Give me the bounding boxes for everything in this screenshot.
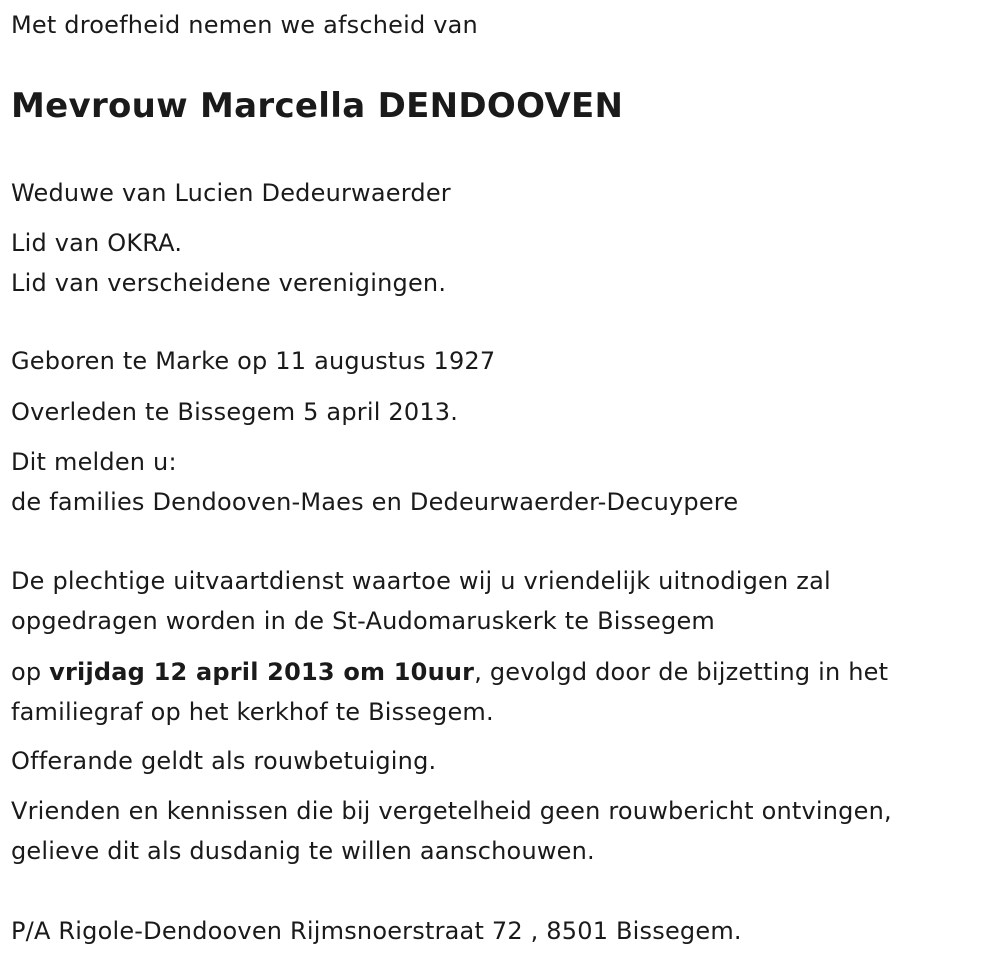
service-prefix: op xyxy=(11,658,50,686)
intro-text: Met droefheid nemen we afscheid van xyxy=(11,11,478,39)
address-text: P/A Rigole-Dendooven Rijmsnoerstraat 72 , 8501 Bissegem. xyxy=(11,917,742,945)
death-text: Overleden te Bissegem 5 april 2013. xyxy=(11,398,459,426)
friends-text-2: gelieve dit als dusdanig te willen aanschouwen. xyxy=(11,837,595,865)
birth-text: Geboren te Marke op 11 augustus 1927 xyxy=(11,347,496,375)
membership-okra: Lid van OKRA. xyxy=(11,229,183,257)
service-text-3 xyxy=(11,657,888,687)
offering-text: Offerande geldt als rouwbetuiging. xyxy=(11,747,437,775)
membership-associations: Lid van verscheidene verenigingen. xyxy=(11,269,447,297)
friends-text-1: Vrienden en kennissen die bij vergetelheid geen rouwbericht ontvingen, xyxy=(11,797,892,825)
service-text-4: familiegraf op het kerkhof te Bissegem. xyxy=(11,698,494,726)
deceased-name: Mevrouw Marcella DENDOOVEN xyxy=(11,86,624,126)
service-text-1: De plechtige uitvaartdienst waartoe wij u vriendelijk uitnodigen zal xyxy=(11,567,831,595)
service-date: vrijdag 12 april 2013 om 10uur xyxy=(49,658,475,686)
announce-text: Dit melden u: xyxy=(11,448,177,476)
service-text-2: opgedragen worden in de St-Audomaruskerk te Bissegem xyxy=(11,607,715,635)
widow-text: Weduwe van Lucien Dedeurwaerder xyxy=(11,179,451,207)
families-text: de families Dendooven-Maes en Dedeurwaerder-Decuypere xyxy=(11,488,739,516)
service-suffix: , gevolgd door de bijzetting in het xyxy=(474,658,889,686)
